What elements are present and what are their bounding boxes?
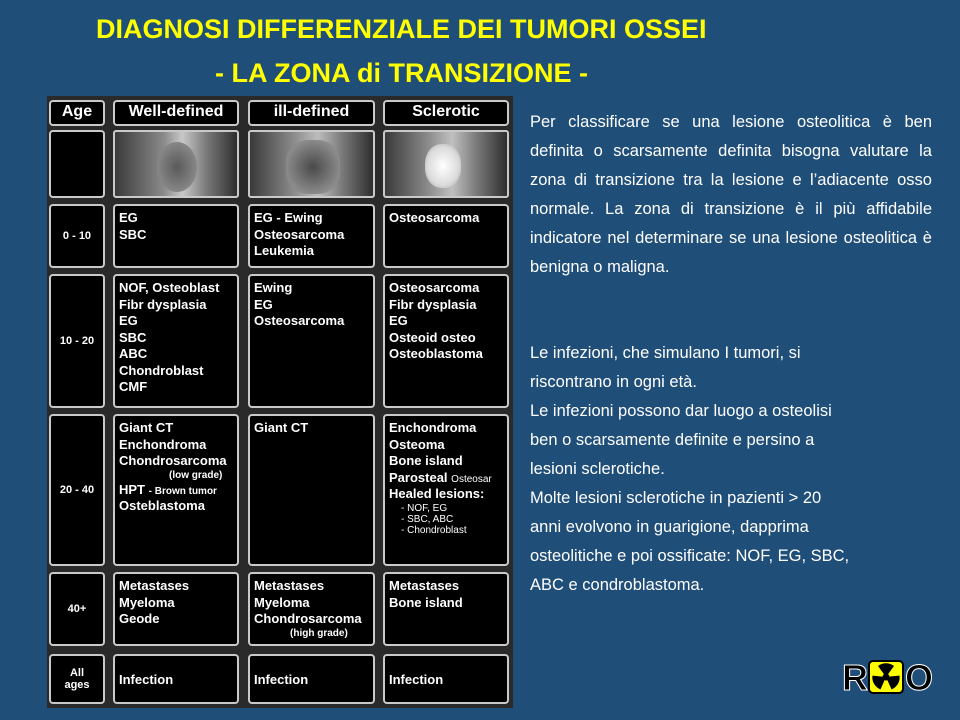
age-blank-cell bbox=[49, 130, 105, 198]
header-well-defined: Well-defined bbox=[113, 100, 239, 126]
well-defined-10-20: NOF, Osteoblast Fibr dysplasia EG SBC ABC Chondroblast CMF bbox=[113, 274, 239, 408]
sclerotic-10-20: Osteosarcoma Fibr dysplasia EG Osteoid osteo Osteoblastoma bbox=[383, 274, 509, 408]
paragraph-transition-zone: Per classificare se una lesione osteolitica è ben definita o scarsamente definita bisogna valutare la zona di transizione tra la lesione e l’adiacente osso normale. La zona di transizione è il più affidabile indicatore nel determinare se una lesione osteolitica è benigna o maligna. bbox=[530, 113, 932, 276]
sclerotic-40-plus: Metastases Bone island bbox=[383, 572, 509, 646]
well-defined-all-ages: Infection bbox=[113, 654, 239, 704]
paragraph-infections-age: Le infezioni, che simulano I tumori, si riscontrano in ogni età. bbox=[530, 344, 801, 391]
ill-defined-10-20: Ewing EG Osteosarcoma bbox=[248, 274, 375, 408]
sclerotic-20-40: Enchondroma Osteoma Bone island Parosteal Osteosar Healed lesions: - NOF, EG - SBC, ABC - Chondroblast bbox=[383, 414, 509, 566]
header-ill-defined: ill-defined bbox=[248, 100, 375, 126]
age-20-40: 20 - 40 bbox=[49, 414, 105, 566]
ill-defined-40-plus: Metastases Myeloma Chondrosarcoma (high grade) bbox=[248, 572, 375, 646]
paragraph-sclerotic-lesions: Molte lesioni sclerotiche in pazienti > 20 anni evolvono in guarigione, dapprima osteolitiche e poi ossificate: NOF, EG, SBC, ABC e condroblastoma. bbox=[530, 489, 850, 594]
differential-table bbox=[47, 96, 513, 708]
ill-defined-20-40: Giant CT bbox=[248, 414, 375, 566]
ill-defined-all-ages: Infection bbox=[248, 654, 375, 704]
header-sclerotic: Sclerotic bbox=[383, 100, 509, 126]
well-defined-0-10: EG SBC bbox=[113, 204, 239, 268]
rao-logo bbox=[842, 657, 938, 697]
paragraph-infections-lesions: Le infezioni possono dar luogo a osteolisi ben o scarsamente definite e persino a lesioni sclerotiche. bbox=[530, 402, 832, 478]
header-age: Age bbox=[49, 100, 105, 126]
age-all-ages: All ages bbox=[49, 654, 105, 704]
slide-title-line1: DIAGNOSI DIFFERENZIALE DEI TUMORI OSSEI bbox=[96, 14, 707, 44]
logo-letter-o: O bbox=[905, 657, 934, 697]
xray-sclerotic-image bbox=[383, 130, 509, 198]
well-defined-20-40: Giant CT Enchondroma Chondrosarcoma (low grade) HPT - Brown tumor Osteblastoma bbox=[113, 414, 239, 566]
age-40-plus: 40+ bbox=[49, 572, 105, 646]
sclerotic-0-10: Osteosarcoma bbox=[383, 204, 509, 268]
age-0-10: 0 - 10 bbox=[49, 204, 105, 268]
well-defined-40-plus: Metastases Myeloma Geode bbox=[113, 572, 239, 646]
xray-ill-defined-image bbox=[248, 130, 375, 198]
ill-defined-0-10: EG - Ewing Osteosarcoma Leukemia bbox=[248, 204, 375, 268]
logo-letter-r: R bbox=[842, 657, 868, 697]
sclerotic-all-ages: Infection bbox=[383, 654, 509, 704]
xray-well-defined-image bbox=[113, 130, 239, 198]
age-10-20: 10 - 20 bbox=[49, 274, 105, 408]
slide-title-line2: - LA ZONA di TRANSIZIONE - bbox=[215, 58, 588, 88]
